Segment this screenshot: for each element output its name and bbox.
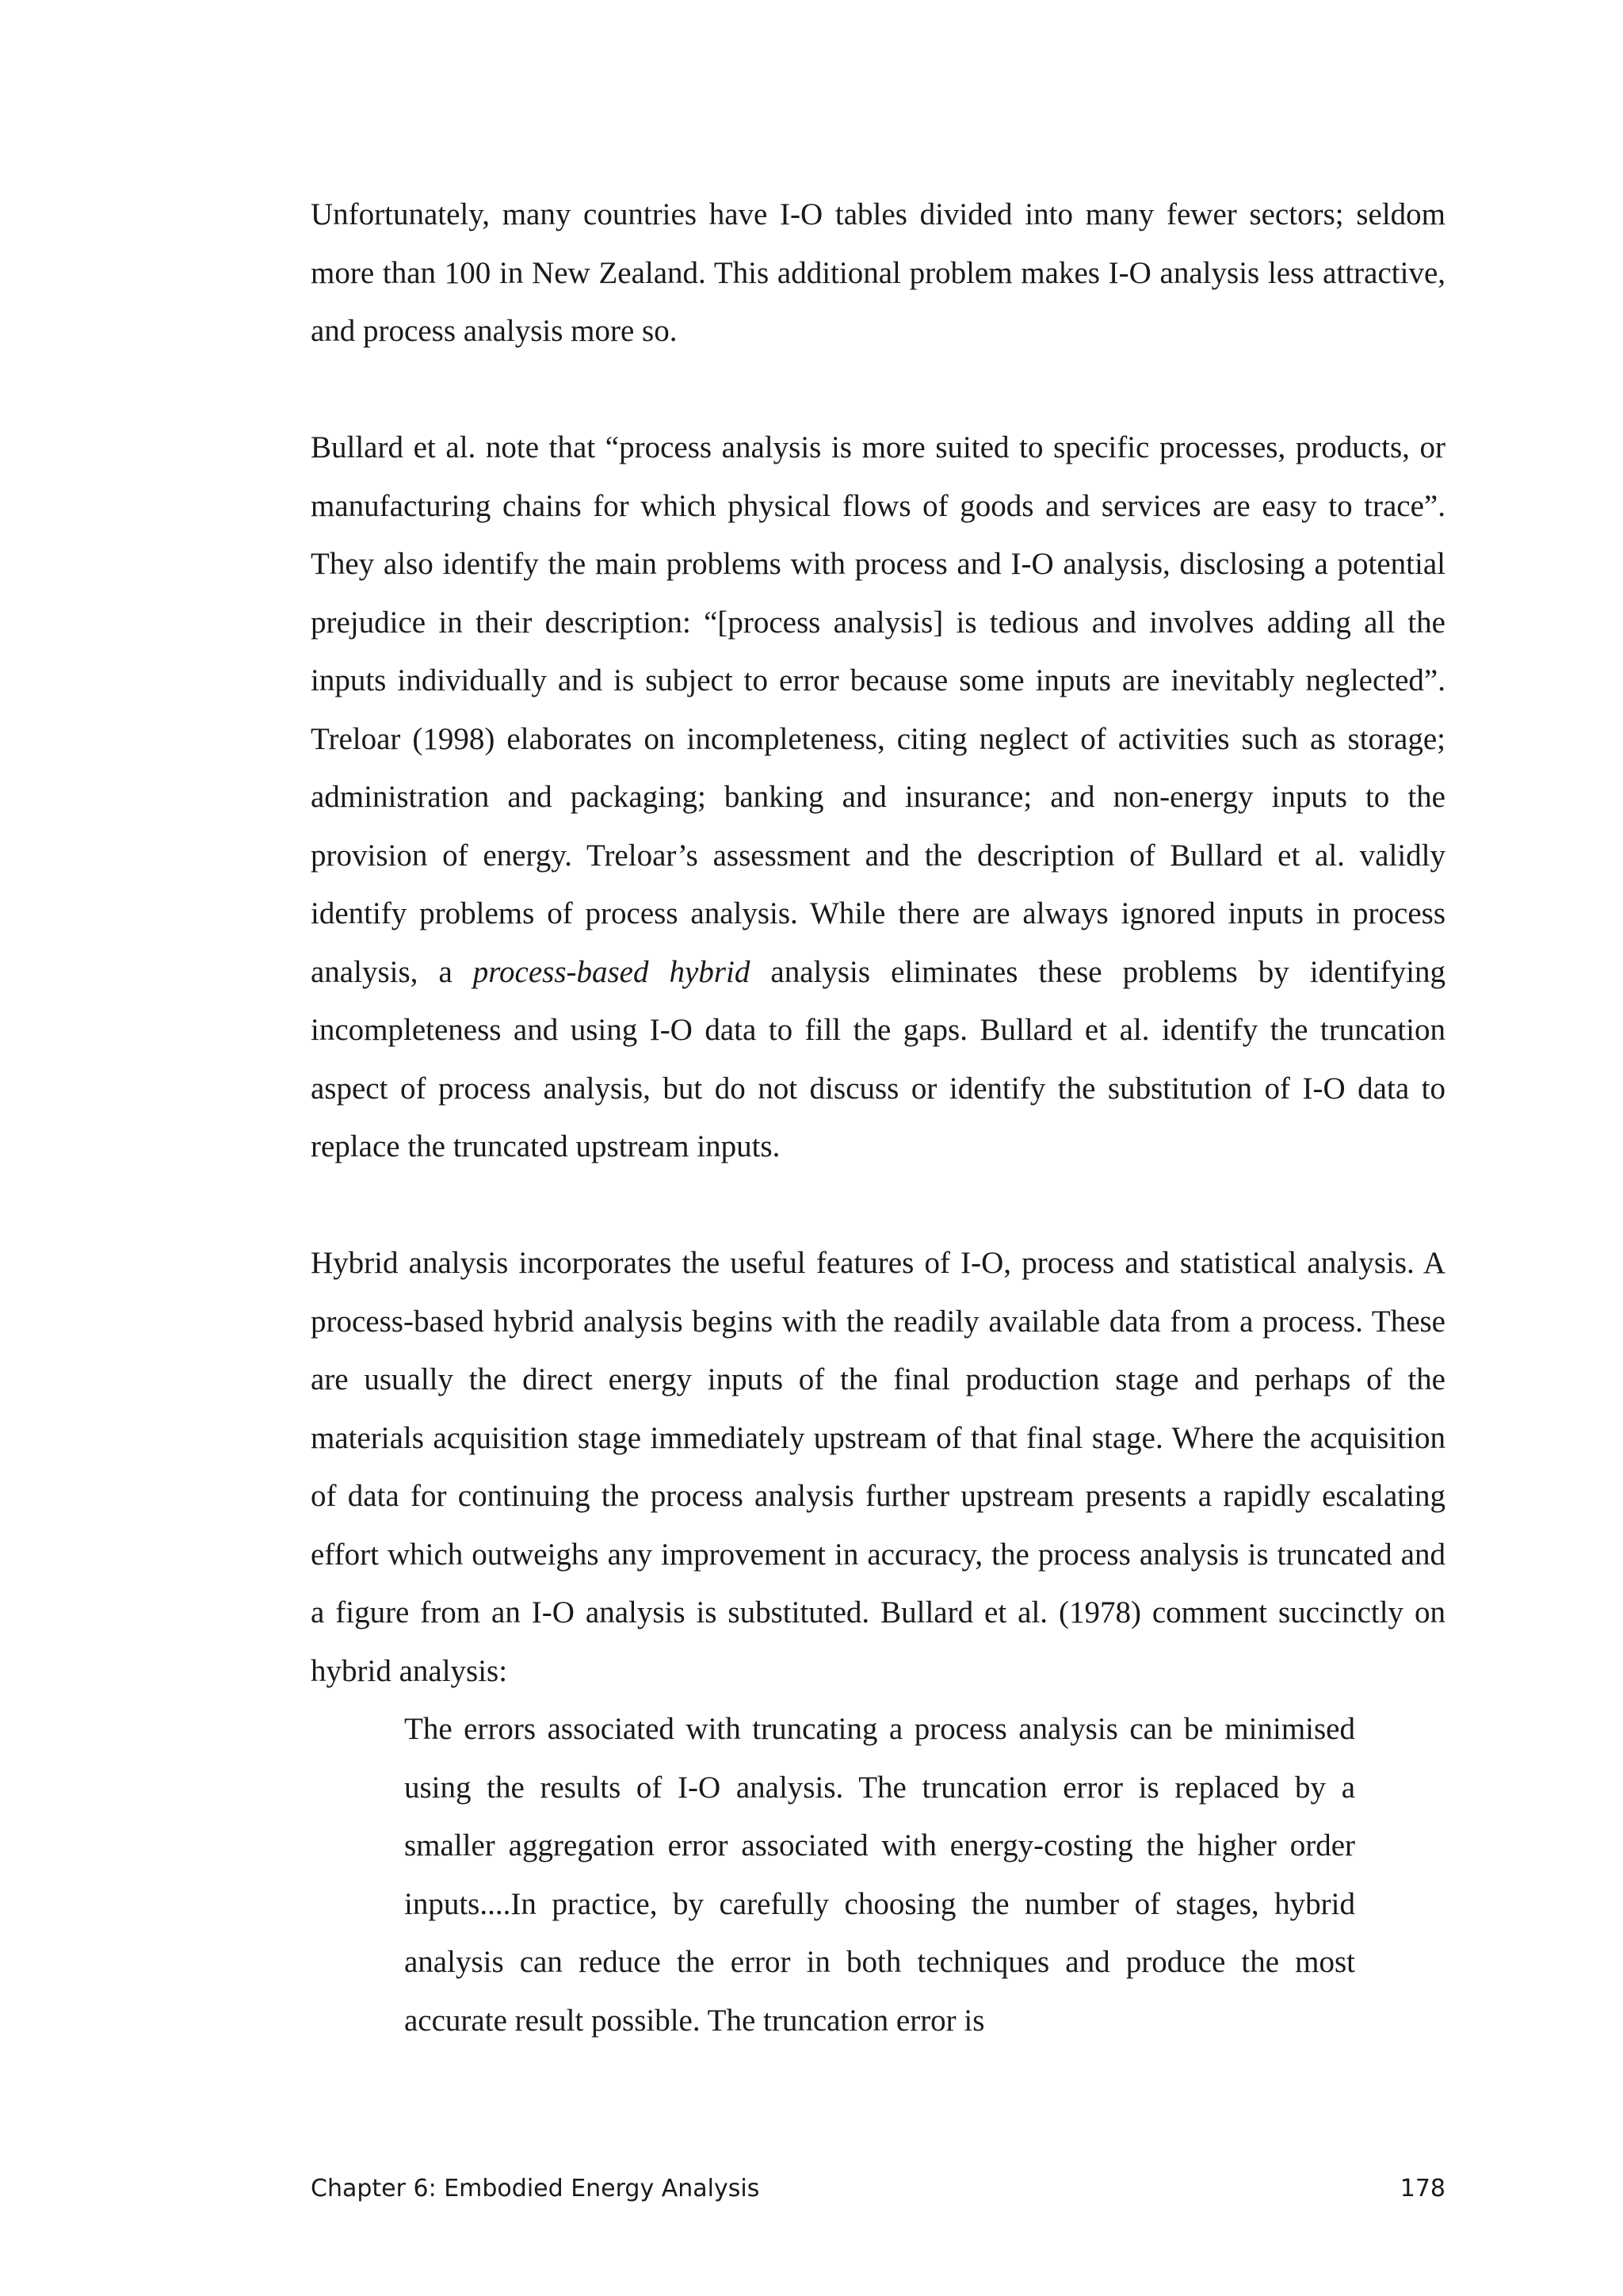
paragraph-2-text-a: Bullard et al. note that “process analysis is more suited to specific processes, products, or manufacturing chains for which physical flows of goods and services are easy to trace”. They also identify the main problems with process and I-O analysis, disclosing a potential prejudice in their description: “[process analysis] is tedious and involves adding all the inputs individually and is subject to error because some inputs are inevitably neglected”. Treloar (1998) elaborates on incompleteness, citing neglect of activities such as storage; administration and packaging; banking and insurance; and non-energy inputs to the provision of energy. Treloar’s assessment and the description of Bullard et al. validly identify problems of process analysis. While there are always ignored inputs in process analysis, a <box>311 430 1445 989</box>
footer-chapter-title: Chapter 6: Embodied Energy Analysis <box>311 2175 760 2202</box>
block-quote: The errors associated with truncating a process analysis can be minimised using the results of I-O analysis. The truncation error is replaced by a smaller aggregation error associated with energy-costing the higher order inputs....In practice, by carefully choosing the number of stages, hybrid analysis can reduce the error in both techniques and produce the most accurate result possible. The truncation error is <box>404 1712 1355 2038</box>
footer-page-number: 178 <box>1400 2175 1445 2202</box>
paragraph-3: Hybrid analysis incorporates the useful features of I-O, process and statistical analysis. A process-based hybrid analysis begins with the readily available data from a process. These are usually the direct energy inputs of the final production stage and perhaps of the materials acquisition stage immediately upstream of that final stage. Where the acquisition of data for continuing the process analysis further upstream presents a rapidly escalating effort which outweighs any improvement in accuracy, the process analysis is truncated and a figure from an I-O analysis is substituted. Bullard et al. (1978) comment succinctly on hybrid analysis: <box>311 1246 1445 1688</box>
body-text <box>311 185 1445 2050</box>
paragraph-2-italic: process-based hybrid <box>472 954 750 989</box>
paragraph-1: Unfortunately, many countries have I-O tables divided into many fewer sectors; seldom more than 100 in New Zealand. This additional problem makes I-O analysis less attractive, and process analysis more so. <box>311 197 1445 348</box>
paragraph-2 <box>311 418 1445 1176</box>
paragraph-2-text-b: analysis eliminates these problems by identifying incompleteness and using I-O data to fill the gaps. Bullard et al. identify the truncation aspect of process analysis, but do not discuss or identify the substitution of I-O data to replace the truncated upstream inputs. <box>311 954 1445 1163</box>
